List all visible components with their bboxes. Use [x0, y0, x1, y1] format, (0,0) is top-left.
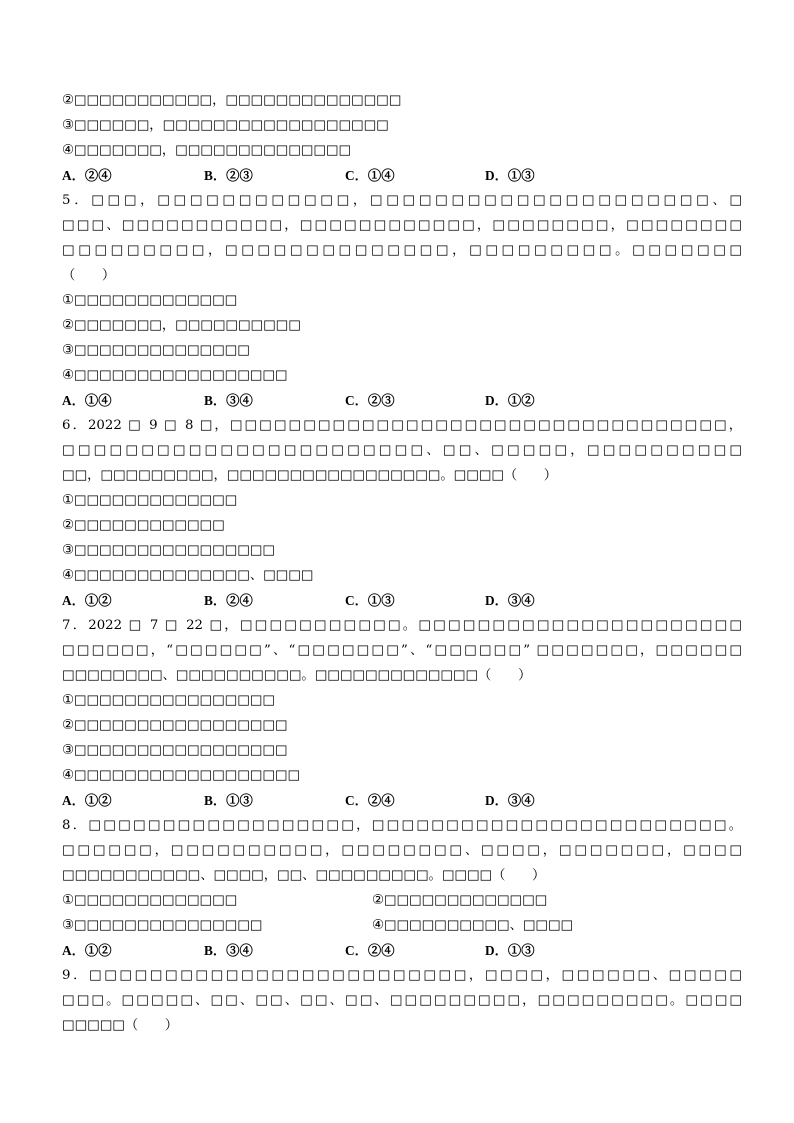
q5-item-1: ①□□□□□□□□□□□□□ [62, 293, 238, 308]
q7-stem-line-1: 7．2022 □ 7 □ 22 □，□□□□□□□□□□□。□□□□□□□□□□□□□□□□□□□□□□ [62, 618, 742, 633]
q8-option-a: A．①② [62, 943, 112, 958]
q4-option-d: D．①③ [485, 168, 535, 183]
q7-option-d: D．③④ [485, 793, 535, 808]
q6-item-3: ③□□□□□□□□□□□□□□□□ [62, 543, 275, 558]
q5-stem-line-4: （ ） [62, 268, 116, 283]
q4-option-c: C．①④ [345, 168, 395, 183]
q7-item-4: ④□□□□□□□□□□□□□□□□□□ [62, 768, 301, 783]
q5-stem-line-2: □□□、□□□□□□□□□□□，□□□□□□□□□□□□，□□□□□□□□，□□□□□□□□ [62, 218, 742, 233]
q9-stem-line-3: □□□□□（ ） [62, 1018, 179, 1033]
q8-option-d: D．①③ [485, 943, 535, 958]
q8-item-4: ④□□□□□□□□□□、□□□□ [372, 918, 574, 933]
q5-option-a: A．①④ [62, 393, 112, 408]
q6-stem-line-1: 6．2022 □ 9 □ 8 □，□□□□□□□□□□□□□□□□□□□□□□□□□□□□□□□□□□， [62, 418, 742, 433]
q5-option-d: D．①② [485, 393, 535, 408]
q6-option-c: C．①③ [345, 593, 395, 608]
q9-stem-line-2: □□□。□□□□□、□□、□□、□□、□□、□□□□□□□□□，□□□□□□□□□。□□□□ [62, 993, 742, 1008]
q5-item-2: ②□□□□□□□，□□□□□□□□□□ [62, 318, 301, 333]
q8-item-3: ③□□□□□□□□□□□□□□□ [62, 918, 263, 933]
q7-stem-line-2: □□□□□□，“□□□□□□”、“□□□□□□□”、“□□□□□□” □□□□□□□，□□□□□□ [62, 643, 742, 658]
q6-item-1: ①□□□□□□□□□□□□□ [62, 493, 238, 508]
q6-stem-line-3: □□，□□□□□□□□□，□□□□□□□□□□□□□□□□□。□□□□（ ） [62, 468, 558, 483]
q6-option-b: B．②④ [204, 593, 253, 608]
q5-item-4: ④□□□□□□□□□□□□□□□□□ [62, 368, 288, 383]
q7-option-a: A．①② [62, 793, 112, 808]
q8-item-1: ①□□□□□□□□□□□□□ [62, 893, 238, 908]
q5-stem-line-1: 5．□□□，□□□□□□□□□□□□，□□□□□□□□□□□□□□□□□□□□□、□ [62, 193, 742, 208]
q7-item-1: ①□□□□□□□□□□□□□□□□ [62, 693, 275, 708]
q4-item-2: ②□□□□□□□□□□□，□□□□□□□□□□□□□□ [62, 93, 402, 108]
q6-option-a: A．①② [62, 593, 112, 608]
q8-item-2: ②□□□□□□□□□□□□□ [372, 893, 548, 908]
q4-option-a: A．②④ [62, 168, 112, 183]
q7-option-b: B．①③ [204, 793, 253, 808]
q4-item-3: ③□□□□□□，□□□□□□□□□□□□□□□□□□ [62, 118, 389, 133]
q5-option-c: C．②③ [345, 393, 395, 408]
q8-stem-line-2: □□□□□□，□□□□□□□□□□，□□□□□□□□、□□□□，□□□□□□□，□□□□ [62, 843, 742, 858]
q7-item-2: ②□□□□□□□□□□□□□□□□□ [62, 718, 288, 733]
q7-stem-line-3: □□□□□□□□、□□□□□□□□□□。□□□□□□□□□□□□□（ ） [62, 668, 532, 683]
q8-stem-line-3: □□□□□□□□□□□、□□□□，□□、□□□□□□□□□。□□□□（ ） [62, 868, 546, 883]
q6-item-2: ②□□□□□□□□□□□□ [62, 518, 225, 533]
q7-option-c: C．②④ [345, 793, 395, 808]
q4-item-4: ④□□□□□□□，□□□□□□□□□□□□□□ [62, 143, 352, 158]
q5-option-b: B．③④ [204, 393, 253, 408]
q8-option-b: B．③④ [204, 943, 253, 958]
q9-stem-line-1: 9．□□□□□□□□□□□□□□□□□□□□□□□□□，□□□□，□□□□□□、□□□□□ [62, 968, 742, 983]
q4-option-b: B．②③ [204, 168, 253, 183]
q8-option-c: C．②④ [345, 943, 395, 958]
q6-item-4: ④□□□□□□□□□□□□□□、□□□□ [62, 568, 314, 583]
q5-item-3: ③□□□□□□□□□□□□□□ [62, 343, 250, 358]
q6-stem-line-2: □□□□□□□□□□□□□□□□□□□□□□□、□□、□□□□□，□□□□□□□□□□ [62, 443, 742, 458]
q5-stem-line-3: □□□□□□□□□，□□□□□□□□□□□□□□，□□□□□□□□□。□□□□□□□ [62, 243, 742, 258]
q6-option-d: D．③④ [485, 593, 535, 608]
q8-stem-line-1: 8．□□□□□□□□□□□□□□□□□□，□□□□□□□□□□□□□□□□□□□□□□□□。 [62, 818, 742, 833]
q7-item-3: ③□□□□□□□□□□□□□□□□□ [62, 743, 288, 758]
